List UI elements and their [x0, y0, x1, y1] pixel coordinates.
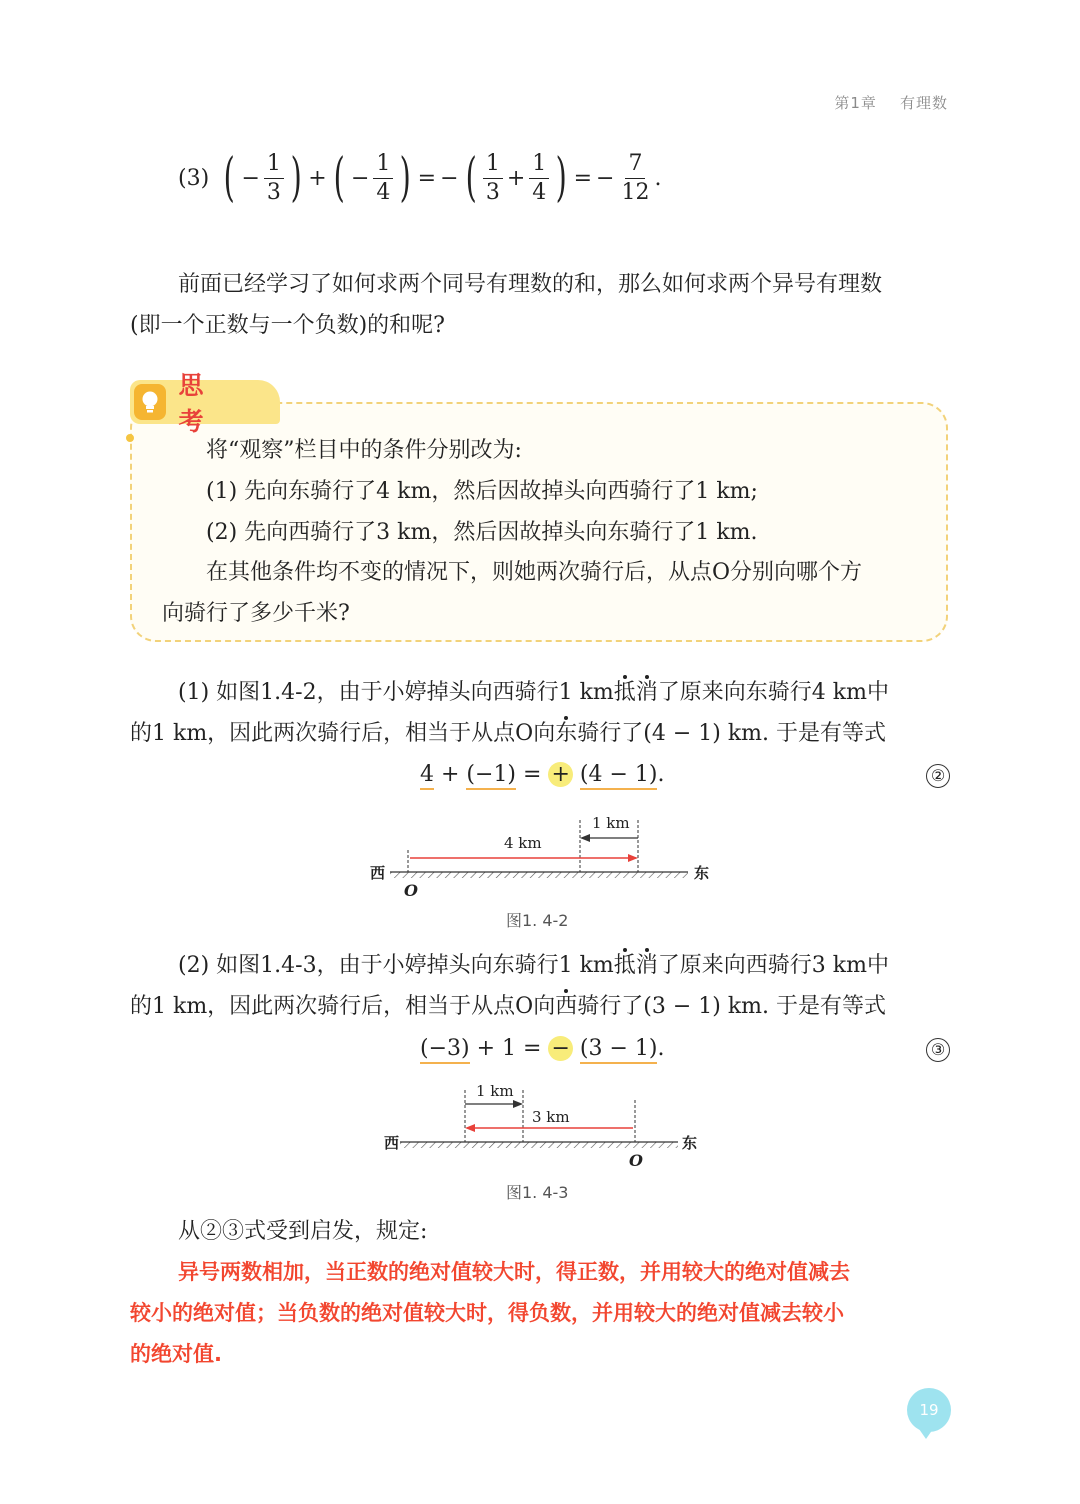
- highlighted-sign: −: [548, 1036, 572, 1061]
- think-line-2: (1) 先向东骑行了4 km，然后因故掉头向西骑行了1 km;: [206, 479, 758, 504]
- rule-line-3: 的绝对值.: [130, 1342, 222, 1366]
- think-line-3: (2) 先向西骑行了3 km，然后因故掉头向东骑行了1 km.: [206, 520, 758, 545]
- text: (2) 如图1.4-3，由于小婷掉头向东骑行1 km: [178, 953, 614, 978]
- emphasis-char: 西: [555, 994, 578, 1019]
- period: .: [654, 165, 662, 191]
- ground-hatch: [390, 872, 688, 878]
- para1-line-2: [130, 713, 886, 754]
- equation-2: [420, 754, 664, 795]
- underlined-term: (3 − 1): [580, 1036, 658, 1064]
- underlined-term: (−1): [466, 762, 516, 790]
- equation-3: [420, 1028, 664, 1069]
- text: 了原来向西骑行3 km中: [657, 953, 889, 978]
- label-west: 西: [384, 1134, 400, 1152]
- example-3-formula: [178, 148, 662, 208]
- chapter-label: 第1章: [834, 94, 877, 112]
- minus-sign: −: [350, 165, 370, 191]
- running-header: [834, 92, 948, 113]
- emphasis-char: 东: [555, 721, 578, 746]
- text: 的1 km，因此两次骑行后，相当于从点O向: [130, 721, 556, 746]
- label-1km: 1 km: [592, 814, 630, 832]
- para2-line-2: [130, 986, 886, 1027]
- fraction: $\frac{1}{4}$: [373, 153, 393, 204]
- text: +: [434, 762, 467, 787]
- right-paren: ): [290, 148, 302, 208]
- left-paren: (: [465, 148, 477, 208]
- label-origin: O: [404, 881, 418, 900]
- emphasis-char: 消: [635, 953, 658, 978]
- lightbulb-icon: [134, 384, 166, 420]
- emphasis-char: 抵: [613, 953, 636, 978]
- label-west: 西: [370, 864, 386, 882]
- left-paren: (: [223, 148, 235, 208]
- figure-caption-1-4-2: 图1. 4-2: [506, 911, 569, 930]
- result-fraction: $\frac{7}{12}$: [621, 150, 650, 205]
- right-paren: ): [555, 148, 568, 208]
- fraction: $\frac{1}{3}$: [264, 153, 284, 204]
- left-paren: (: [333, 148, 345, 208]
- example-label: (3): [178, 165, 210, 191]
- label-east: 东: [682, 1134, 698, 1152]
- arrowhead-east: [513, 1100, 523, 1108]
- text: 骑行了(4 − 1) km. 于是有等式: [577, 721, 887, 746]
- minus-sign: −: [596, 165, 615, 191]
- equation-number-3: [926, 1038, 950, 1062]
- text: 的1 km，因此两次骑行后，相当于从点O向: [130, 994, 556, 1019]
- text: =: [516, 762, 549, 787]
- figure-1-4-2: [360, 810, 720, 910]
- text: + 1 =: [469, 1036, 549, 1061]
- text: (1) 如图1.4-2，由于小婷掉头向西骑行1 km: [178, 680, 614, 705]
- arrowhead-west: [465, 1124, 475, 1132]
- chapter-title: 有理数: [899, 94, 948, 112]
- minus-sign: −: [241, 165, 260, 191]
- emphasis-char: 抵: [613, 680, 636, 705]
- label-4km: 4 km: [504, 834, 542, 852]
- intro-line-2: (即一个正数与一个负数)的和呢?: [130, 313, 445, 338]
- circled-number: ③: [926, 1038, 950, 1062]
- equation-number-2: [926, 764, 950, 788]
- emphasis-char: 消: [635, 680, 658, 705]
- rule-line-2: 较小的绝对值；当负数的绝对值较大时，得负数，并用较大的绝对值减去较小: [130, 1301, 844, 1325]
- underlined-term: (4 − 1): [580, 762, 658, 790]
- underlined-term: 4: [420, 762, 434, 790]
- plus-sign: +: [506, 165, 526, 191]
- box-dot-decoration: [126, 434, 134, 442]
- text: .: [657, 1036, 665, 1061]
- text: 了原来向东骑行4 km中: [657, 680, 889, 705]
- think-title: 思 考: [178, 371, 222, 436]
- arrowhead-east: [628, 854, 638, 862]
- fraction: $\frac{1}{4}$: [529, 153, 549, 204]
- highlighted-sign: +: [548, 762, 572, 787]
- intro-line-1: 前面已经学习了如何求两个同号有理数的和，那么如何求两个异号有理数: [178, 272, 883, 297]
- fraction: $\frac{1}{3}$: [483, 153, 503, 204]
- arrowhead-west: [580, 834, 590, 842]
- equals-sign: =: [573, 165, 593, 191]
- ground-hatch: [400, 1142, 678, 1148]
- think-tab: [130, 371, 280, 436]
- figure-caption-1-4-3: 图1. 4-3: [506, 1183, 569, 1202]
- label-3km: 3 km: [532, 1108, 570, 1126]
- text: .: [657, 762, 665, 787]
- label-origin: O: [629, 1151, 643, 1170]
- text: 骑行了(3 − 1) km. 于是有等式: [577, 994, 887, 1019]
- rule-line-1: 异号两数相加，当正数的绝对值较大时，得正数，并用较大的绝对值减去: [178, 1260, 850, 1284]
- underlined-term: (−3): [420, 1036, 470, 1064]
- right-paren: ): [399, 148, 412, 208]
- think-line-4: 在其他条件均不变的情况下，则她两次骑行后，从点O分别向哪个方: [206, 560, 863, 585]
- label-east: 东: [694, 864, 710, 882]
- think-line-1: 将“观察”栏目中的条件分别改为:: [206, 438, 522, 463]
- circled-number: ②: [926, 764, 950, 788]
- equals-sign: =: [417, 165, 437, 191]
- label-1km: 1 km: [476, 1082, 514, 1100]
- para2-line-1: [178, 945, 889, 986]
- minus-sign: −: [440, 165, 459, 191]
- page-number: 19: [919, 1401, 939, 1419]
- para1-line-1: [178, 672, 889, 713]
- think-line-5: 向骑行了多少千米?: [162, 601, 350, 626]
- plus-sign: +: [308, 165, 327, 191]
- figure-1-4-3: [370, 1080, 710, 1180]
- conclusion-intro: 从②③式受到启发，规定:: [178, 1219, 428, 1244]
- page-number-badge: [907, 1388, 951, 1432]
